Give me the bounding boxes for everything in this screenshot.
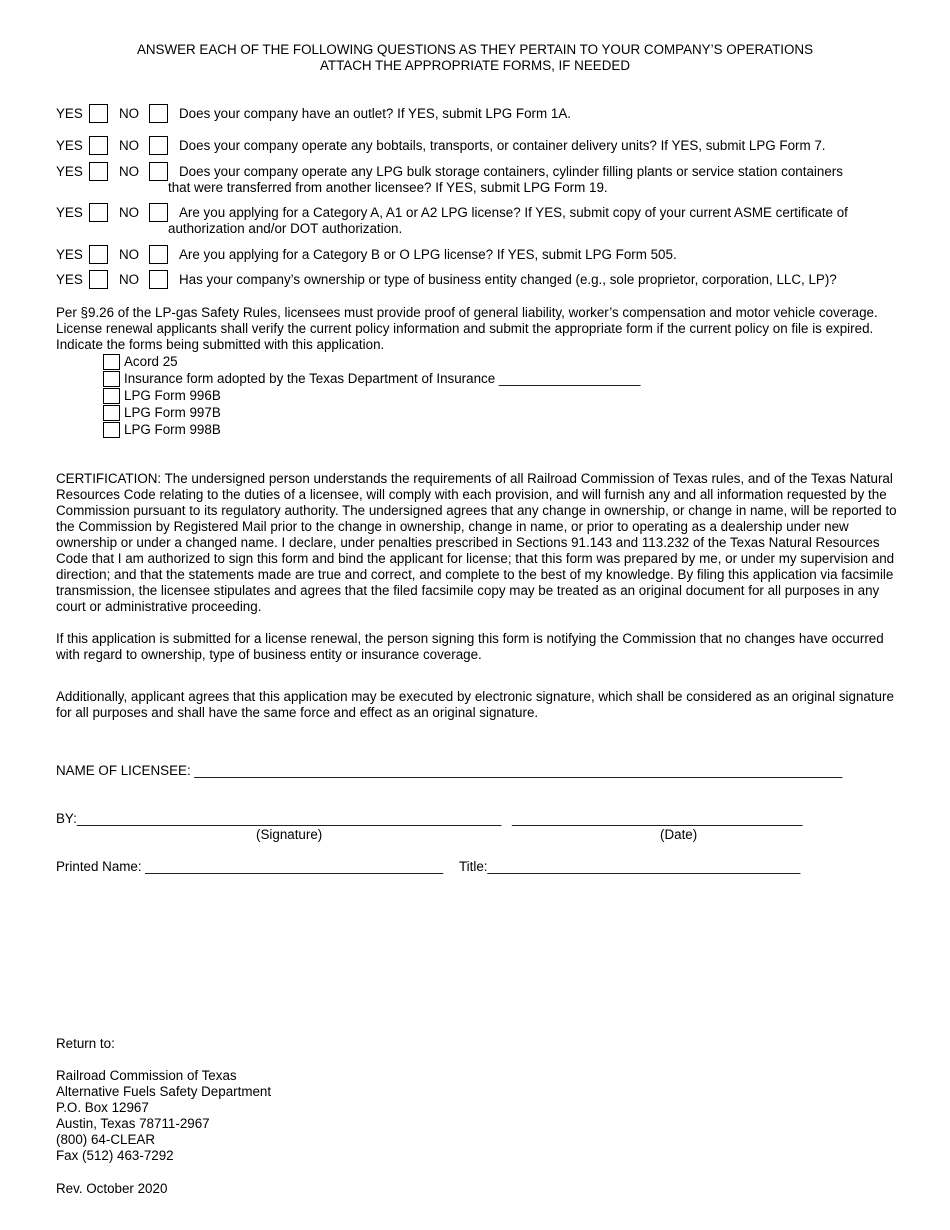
no-label: NO [119,106,140,121]
yes-label: YES [56,106,83,121]
question-text: Does your company have an outlet? If YES, submit LPG Form 1A. [179,106,571,121]
question-text: Does your company operate any LPG bulk storage containers, cylinder filling plants or service station containers [179,164,843,179]
header-line-1: ANSWER EACH OF THE FOLLOWING QUESTIONS AS THEY PERTAIN TO YOUR COMPANY’S OPERATIONS [136,42,814,57]
header-line-2: ATTACH THE APPROPRIATE FORMS, IF NEEDED [319,58,630,73]
no-label: NO [119,247,140,262]
yes-label: YES [56,138,83,153]
yes-checkbox[interactable] [89,136,108,155]
yes-label: YES [56,247,83,262]
option-label: Insurance form adopted by the Texas Department of Insurance ___________________ [124,371,641,386]
question-text: Are you applying for a Category A, A1 or A2 LPG license? If YES, submit copy of your current ASME certificate of [179,205,848,220]
checkbox[interactable] [103,405,120,421]
no-checkbox[interactable] [149,104,168,123]
option-label: LPG Form 997B [124,405,221,420]
question-6 [56,270,916,292]
address-line: Alternative Fuels Safety Department [56,1084,272,1099]
question-text-continued: authorization and/or DOT authorization. [168,221,403,236]
checkbox[interactable] [103,422,120,438]
no-label: NO [119,205,140,220]
checkbox[interactable] [103,371,120,387]
fax-line: Fax (512) 463-7292 [56,1148,174,1163]
question-text: Does your company operate any bobtails, transports, or container delivery units? If YES, submit LPG Form 7. [179,138,826,153]
no-checkbox[interactable] [149,203,168,222]
option-label: LPG Form 998B [124,422,221,437]
question-text: Are you applying for a Category B or O LPG license? If YES, submit LPG Form 505. [179,247,677,262]
address-line: Railroad Commission of Texas [56,1068,237,1083]
yes-checkbox[interactable] [89,270,108,289]
certification-text: CERTIFICATION: The undersigned person understands the requirements of all Railroad Commission of Texas rules, and of the Texas Natural Resources Code relating to the duties of a licensee, will comply with each provision, and will furnish any and all information requested by the Commission pursuant to its regulatory authority. The undersigned agrees that any change in ownership, or change in name, will be reported to the Commission by Registered Mail prior to the change in ownership, change in name, or prior to operating as a dealership under new ownership or under a changed name. I declare, under penalties prescribed in Sections 91.143 and 113.232 of the Texas Natural Resources Code that I am authorized to sign this form and bind the applicant for license; that this form was prepared by me, or under my supervision and direction; and that the statements made are true and correct, and complete to the best of my knowledge. By filing this application via facsimile transmission, the licensee stipulates and agrees that the filed facsimile copy may be treated as an original document for all purposes in any court or administrative proceeding. [56,471,897,614]
phone-line: (800) 64-CLEAR [56,1132,155,1147]
question-3 [56,162,916,198]
page-header [0,42,950,74]
renewal-note: If this application is submitted for a license renewal, the person signing this form is notifying the Commission that no changes have occurred with regard to ownership, type of business entity or insurance coverage. [56,631,884,662]
yes-checkbox[interactable] [89,104,108,123]
no-checkbox[interactable] [149,245,168,264]
no-checkbox[interactable] [149,136,168,155]
date-field[interactable]: _______________________________________ [512,811,803,826]
option-label: LPG Form 996B [124,388,221,403]
yes-label: YES [56,205,83,220]
yes-label: YES [56,272,83,287]
signature-field[interactable]: BY:_________________________________________________________ [56,811,502,826]
no-label: NO [119,164,140,179]
return-to-label: Return to: [56,1036,115,1051]
printed-name-field[interactable]: Printed Name: ________________________________________ [56,859,444,874]
question-text: Has your company’s ownership or type of business entity changed (e.g., sole proprietor, corporation, LLC, LP)? [179,272,837,287]
checkbox[interactable] [103,354,120,370]
yes-checkbox[interactable] [89,245,108,264]
title-field[interactable]: Title:__________________________________________ [459,859,801,874]
revision-date: Rev. October 2020 [56,1181,168,1196]
address-line: Austin, Texas 78711-2967 [56,1116,210,1131]
no-checkbox[interactable] [149,162,168,181]
no-label: NO [119,138,140,153]
electronic-signature-note: Additionally, applicant agrees that this application may be executed by electronic signature, which shall be considered as an original signature for all purposes and shall have the same force and effect as an original signature. [56,689,894,720]
no-label: NO [119,272,140,287]
date-caption: (Date) [660,827,698,842]
insurance-intro: Per §9.26 of the LP-gas Safety Rules, licensees must provide proof of general liability, worker’s compensation and motor vehicle coverage. License renewal applicants shall verify the current policy information and submit the appropriate form if the current policy on file is expired. Indicate the forms being submitted with this application. [56,305,878,352]
signature-caption: (Signature) [256,827,323,842]
question-text-continued: that were transferred from another licensee? If YES, submit LPG Form 19. [168,180,608,195]
yes-checkbox[interactable] [89,203,108,222]
address-line: P.O. Box 12967 [56,1100,149,1115]
yes-label: YES [56,164,83,179]
return-address [56,1068,271,1164]
question-4 [56,203,916,239]
question-1 [56,104,916,126]
option-label: Acord 25 [124,354,178,369]
question-5 [56,245,916,267]
checkbox[interactable] [103,388,120,404]
question-2 [56,136,916,158]
name-of-licensee-field[interactable]: NAME OF LICENSEE: _______________________________________________________________________________________ [56,763,843,778]
no-checkbox[interactable] [149,270,168,289]
yes-checkbox[interactable] [89,162,108,181]
